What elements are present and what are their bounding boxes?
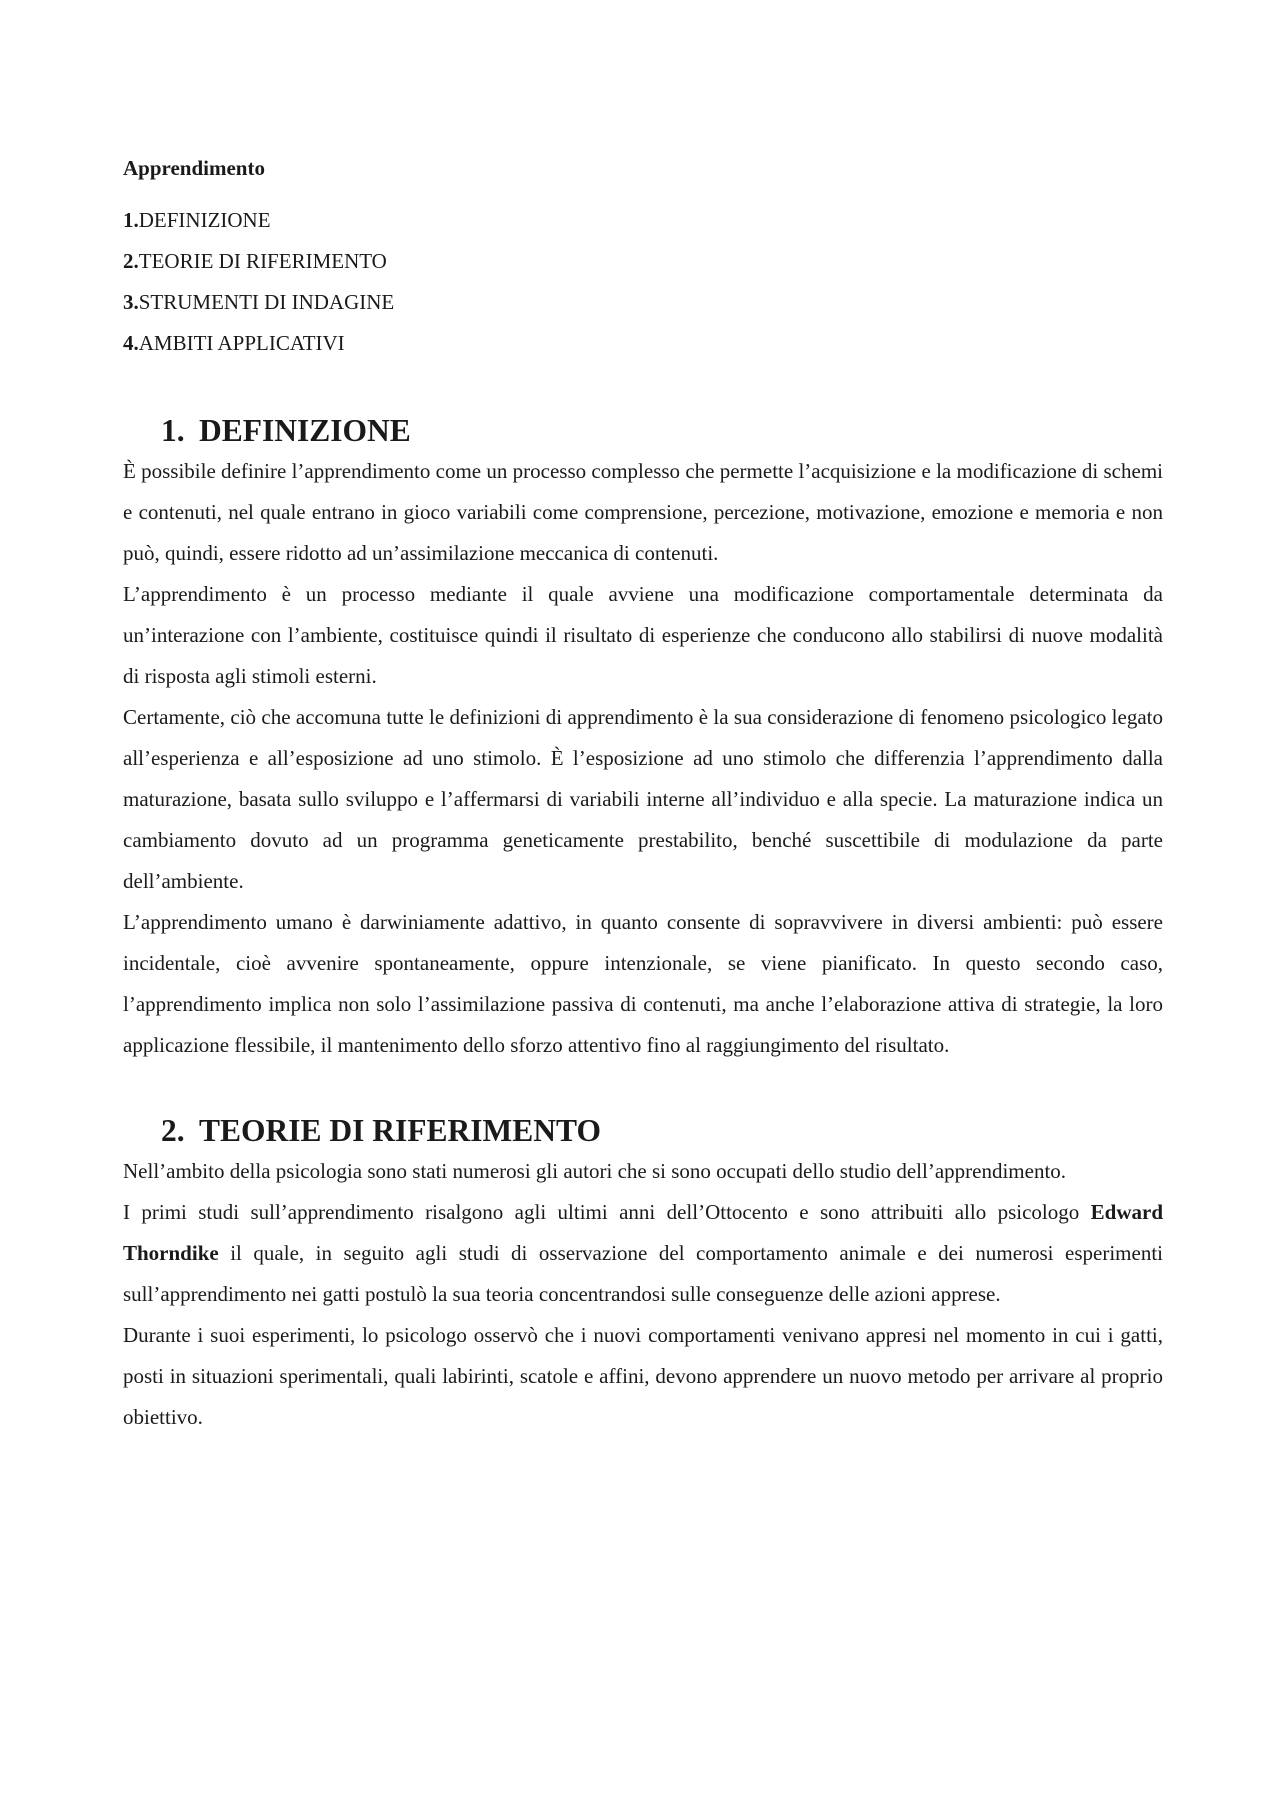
- toc-item: [123, 200, 1163, 241]
- paragraph: Nell’ambito della psicologia sono stati numerosi gli autori che si sono occupati dello studio dell’apprendimento.: [123, 1159, 1067, 1183]
- paragraph-text: il quale, in seguito agli studi di osservazione del comportamento animale e dei numerosi esperimenti sull’apprendimento nei gatti postulò la sua teoria concentrandosi sulle conseguenze delle azioni apprese.: [123, 1241, 1163, 1306]
- toc-item-label: AMBITI APPLICATIVI: [138, 331, 345, 355]
- toc-item: [123, 282, 1163, 323]
- section-title: TEORIE DI RIFERIMENTO: [199, 1113, 601, 1148]
- toc-item-number: 1.: [123, 208, 139, 232]
- toc-item: [123, 241, 1163, 282]
- document-title: Apprendimento: [123, 156, 265, 180]
- section-heading-definizione: [123, 410, 1163, 451]
- toc-item-label: DEFINIZIONE: [138, 208, 271, 232]
- section-spacer: [123, 1066, 1163, 1110]
- paragraph: L’apprendimento umano è darwiniamente adattivo, in quanto consente di sopravvivere in diversi ambienti: può essere incidentale, cioè avvenire spontaneamente, oppure intenzionale, se viene pianificato. In questo secondo caso, l’apprendimento implica non solo l’assimilazione passiva di contenuti, ma anche l’elaborazione attiva di strategie, la loro applicazione flessibile, il mantenimento dello sforzo attentivo fino al raggiungimento del risultato.: [123, 910, 1163, 1057]
- paragraph: Certamente, ciò che accomuna tutte le definizioni di apprendimento è la sua considerazione di fenomeno psicologico legato all’esperienza e all’esposizione ad uno stimolo. È l’esposizione ad uno stimolo che differenzia l’apprendimento dalla maturazione, basata sullo sviluppo e l’affermarsi di variabili interne all’individuo e alla specie. La maturazione indica un cambiamento dovuto ad un programma geneticamente prestabilito, benché suscettibile di modulazione da parte dell’ambiente.: [123, 705, 1163, 893]
- document-page: [123, 150, 1163, 1438]
- toc-item: [123, 323, 1163, 364]
- toc-item-number: 4.: [123, 331, 139, 355]
- author-name: Edward Thorndike: [123, 1200, 1163, 1265]
- section-number: 1.: [161, 413, 185, 448]
- toc-item-number: 3.: [123, 290, 139, 314]
- paragraph-text: I primi studi sull’apprendimento risalgono agli ultimi anni dell’Ottocento e sono attribuiti allo psicologo: [123, 1200, 1091, 1224]
- toc-item-number: 2.: [123, 249, 139, 273]
- section-heading-teorie: [123, 1110, 1163, 1151]
- toc-item-label: STRUMENTI DI INDAGINE: [138, 290, 395, 314]
- paragraph: L’apprendimento è un processo mediante il quale avviene una modificazione comportamentale determinata da un’interazione con l’ambiente, costituisce quindi il risultato di esperienze che conducono allo stabilirsi di nuove modalità di risposta agli stimoli esterni.: [123, 582, 1163, 688]
- section-title: DEFINIZIONE: [199, 413, 411, 448]
- paragraph-thorndike: [123, 1192, 1163, 1315]
- toc-item-label: TEORIE DI RIFERIMENTO: [138, 249, 387, 273]
- paragraph: Durante i suoi esperimenti, lo psicologo osservò che i nuovi comportamenti venivano appresi nel momento in cui i gatti, posti in situazioni sperimentali, quali labirinti, scatole e affini, devono apprendere un nuovo metodo per arrivare al proprio obiettivo.: [123, 1323, 1163, 1429]
- table-of-contents: [123, 200, 1163, 364]
- section-number: 2.: [161, 1113, 185, 1148]
- paragraph: È possibile definire l’apprendimento come un processo complesso che permette l’acquisizione e la modificazione di schemi e contenuti, nel quale entrano in gioco variabili come comprensione, percezione, motivazione, emozione e memoria e non può, quindi, essere ridotto ad un’assimilazione meccanica di contenuti.: [123, 459, 1163, 565]
